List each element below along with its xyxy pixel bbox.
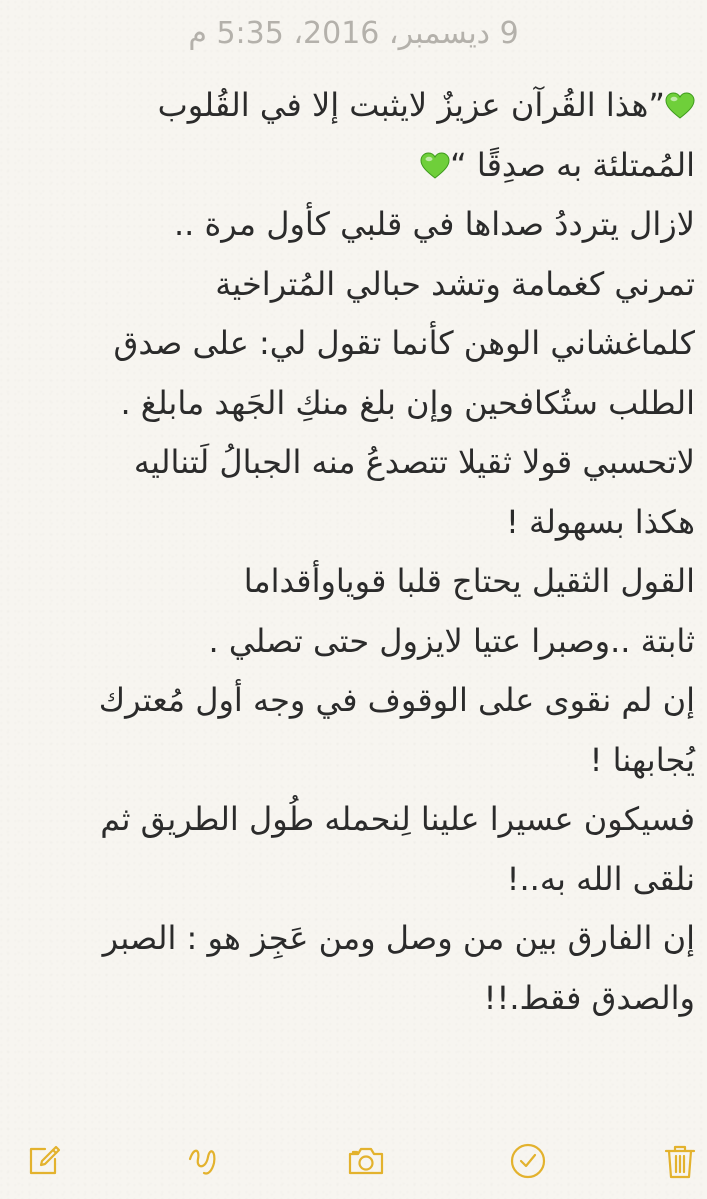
- camera-button[interactable]: [343, 1138, 389, 1184]
- note-line-text: الطلب ستُكافحين وإن بلغ منكِ الجَهد مابلغ .: [120, 383, 695, 422]
- trash-icon: [660, 1141, 700, 1181]
- note-line: [40, 969, 695, 1029]
- camera-icon: [346, 1141, 386, 1181]
- sketch-icon: [184, 1141, 224, 1181]
- note-line: [40, 493, 695, 553]
- note-line: [40, 136, 695, 196]
- note-line-text: لاتحسبي قولا ثقيلا تتصدعُ منه الجبالُ لَتناليه: [133, 443, 695, 481]
- note-line: [40, 374, 695, 434]
- compose-icon: [23, 1141, 63, 1181]
- note-line-text: نلقى الله به..!: [506, 859, 695, 898]
- note-line-text: والصدق فقط.!!: [483, 978, 695, 1017]
- note-body[interactable]: [40, 76, 695, 1028]
- note-line-text: فسيكون عسيرا علينا لِنحمله طُول الطريق ثم: [100, 800, 695, 838]
- note-line: [40, 433, 695, 493]
- note-line-text: إن لم نقوى على الوقوف في وجه أول مُعترك: [98, 681, 695, 719]
- note-line: [40, 76, 695, 136]
- note-line: [40, 195, 695, 255]
- note-line-text: هكذا بسهولة !: [505, 502, 695, 541]
- note-line: [40, 909, 695, 969]
- note-line: [40, 731, 695, 791]
- note-line: [40, 850, 695, 910]
- note-line-text: المُمتلئة به صدِقًا “: [450, 145, 695, 184]
- checklist-icon: [508, 1141, 548, 1181]
- checklist-button[interactable]: [505, 1138, 551, 1184]
- note-line: [40, 314, 695, 374]
- bottom-toolbar: [0, 1124, 707, 1199]
- note-line-text: يُجابهنا !: [589, 740, 695, 779]
- note-line-text: تمرني كغمامة وتشد حبالي المُتراخية: [215, 264, 695, 303]
- compose-button[interactable]: [20, 1138, 66, 1184]
- note-line: [40, 612, 695, 672]
- note-line-text: ”هذا القُرآن عزيزٌ لايثبت إلا في القُلوب: [157, 86, 665, 124]
- green-heart-icon: [665, 92, 695, 120]
- trash-button[interactable]: [657, 1138, 703, 1184]
- sketch-button[interactable]: [181, 1138, 227, 1184]
- note-line-text: القول الثقيل يحتاج قلبا قوياوأقداما: [243, 562, 695, 600]
- note-line-text: ثابتة ..وصبرا عتيا لايزول حتى تصلي .: [208, 621, 695, 660]
- note-timestamp: 9 ديسمبر، 2016، 5:35 م: [188, 16, 519, 51]
- note-line: [40, 552, 695, 612]
- note-line: [40, 671, 695, 731]
- note-line-text: إن الفارق بين من وصل ومن عَجِز هو : الصبر: [102, 919, 695, 957]
- green-heart-icon: [420, 152, 450, 180]
- note-line-text: كلماغشاني الوهن كأنما تقول لي: على صدق: [113, 324, 695, 362]
- note-line-text: لازال يترددُ صداها في قلبي كأول مرة ..: [173, 205, 695, 243]
- note-line: [40, 790, 695, 850]
- note-line: [40, 255, 695, 315]
